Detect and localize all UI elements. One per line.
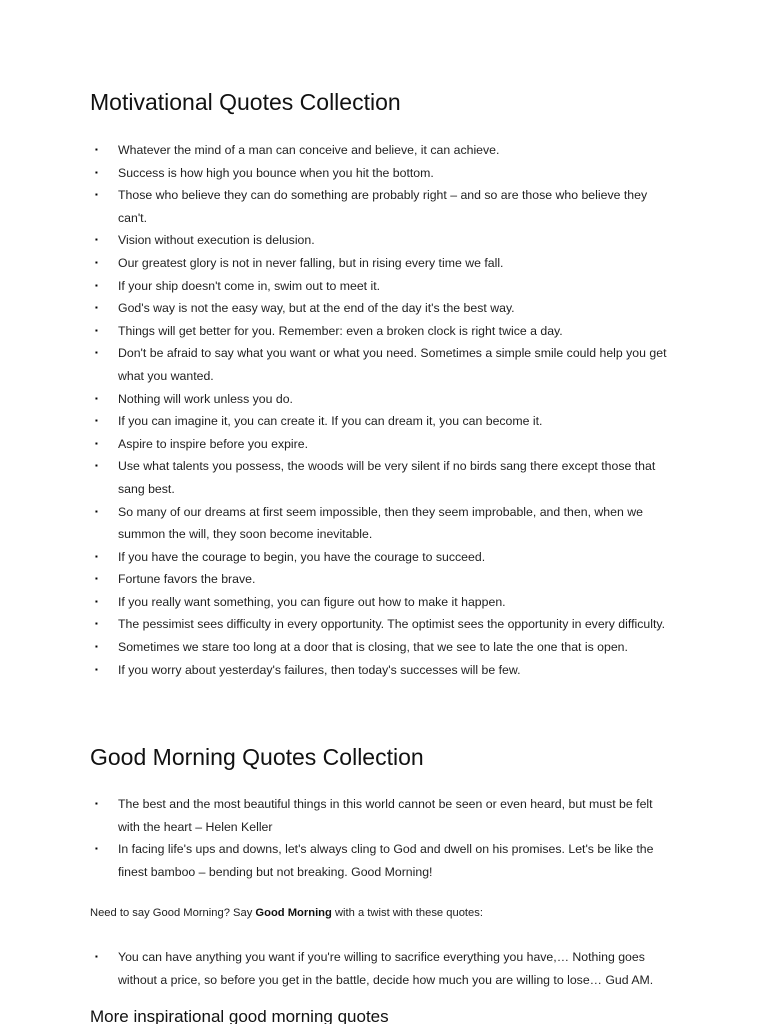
square-bullet-icon: ▪: [95, 952, 98, 961]
quote-text: Success is how high you bounce when you hit the bottom.: [118, 165, 434, 180]
quote-list-item: [90, 591, 676, 614]
square-bullet-icon: ▪: [95, 551, 98, 561]
quote-list-item: [90, 838, 676, 883]
intro-text-lead: Need to say Good Morning? Say: [90, 907, 256, 919]
square-bullet-icon: ▪: [95, 506, 98, 516]
quote-list-item: [90, 342, 676, 387]
square-bullet-icon: ▪: [95, 596, 98, 606]
square-bullet-icon: ▪: [95, 438, 98, 448]
quote-list-item: [90, 546, 676, 569]
quote-list-item: [90, 139, 676, 162]
quote-text: Use what talents you possess, the woods will be very silent if no birds sang there except those that sang best.: [118, 459, 656, 496]
quote-list-item: [90, 252, 676, 275]
more-quotes-heading: More inspirational good morning quotes: [90, 1007, 389, 1024]
quote-list-item: [90, 433, 676, 456]
quote-list-item: [90, 501, 676, 546]
twist-quote-list: [90, 946, 676, 991]
quote-list-item: [90, 455, 676, 500]
quote-text: Nothing will work unless you do.: [118, 391, 293, 406]
square-bullet-icon: ▪: [95, 167, 98, 177]
quote-text: Those who believe they can do something are probably right – and so are those who believe they can't.: [118, 188, 648, 225]
quote-list-item: [90, 636, 676, 659]
quote-list-item: [90, 410, 676, 433]
quote-list-item: [90, 659, 676, 682]
quote-list-item: [90, 793, 676, 838]
quote-text: Aspire to inspire before you expire.: [118, 436, 309, 451]
square-bullet-icon: ▪: [95, 799, 98, 808]
quote-list-item: [90, 946, 676, 991]
quote-list-item: [90, 320, 676, 343]
quote-list-item: [90, 388, 676, 411]
square-bullet-icon: ▪: [95, 574, 98, 584]
square-bullet-icon: ▪: [95, 190, 98, 200]
square-bullet-icon: ▪: [95, 235, 98, 245]
quote-list-item: [90, 162, 676, 185]
good-morning-heading: Good Morning Quotes Collection: [90, 744, 424, 770]
square-bullet-icon: ▪: [95, 664, 98, 674]
square-bullet-icon: ▪: [95, 844, 98, 854]
quote-text: The best and the most beautiful things in this world cannot be seen or even heard, but must be felt with the heart – Helen Keller: [118, 797, 653, 834]
motivational-heading: Motivational Quotes Collection: [90, 89, 401, 115]
quote-text: Our greatest glory is not in never falling, but in rising every time we fall.: [118, 255, 504, 270]
quote-text: Sometimes we stare too long at a door that is closing, that we see to late the one that is open.: [118, 640, 628, 655]
quote-list-item: [90, 297, 676, 320]
quote-text: Things will get better for you. Remember: even a broken clock is right twice a day.: [118, 323, 563, 338]
square-bullet-icon: ▪: [95, 257, 98, 267]
square-bullet-icon: ▪: [95, 619, 98, 629]
square-bullet-icon: ▪: [95, 145, 98, 154]
quote-list-item: [90, 275, 676, 298]
square-bullet-icon: ▪: [95, 461, 98, 471]
quote-text: Vision without execution is delusion.: [118, 233, 315, 248]
quote-text: In facing life's ups and downs, let's always cling to God and dwell on his promises. Let's be like the finest bamboo – bending but not breaking. Good Morning!: [118, 842, 654, 879]
intro-text-tail: with a twist with these quotes:: [331, 907, 483, 919]
square-bullet-icon: ▪: [95, 416, 98, 426]
quote-text: If you worry about yesterday's failures, then today's successes will be few.: [118, 662, 521, 677]
quote-text: If your ship doesn't come in, swim out to meet it.: [118, 278, 381, 293]
quote-list-item: [90, 229, 676, 252]
quote-text: God's way is not the easy way, but at the end of the day it's the best way.: [118, 301, 515, 316]
quote-text: Don't be afraid to say what you want or what you need. Sometimes a simple smile could help you get what you wanted.: [118, 346, 667, 383]
quote-list-item: [90, 568, 676, 591]
square-bullet-icon: ▪: [95, 393, 98, 403]
good-morning-intro-text: [90, 904, 483, 922]
intro-text-bold: Good Morning: [255, 907, 332, 919]
square-bullet-icon: ▪: [95, 642, 98, 652]
square-bullet-icon: ▪: [95, 325, 98, 335]
quote-text: If you can imagine it, you can create it. If you can dream it, you can become it.: [118, 414, 543, 429]
square-bullet-icon: ▪: [95, 348, 98, 358]
quote-list-item: [90, 613, 676, 636]
square-bullet-icon: ▪: [95, 280, 98, 290]
quote-text: Whatever the mind of a man can conceive and believe, it can achieve.: [118, 143, 500, 157]
quote-text: If you really want something, you can figure out how to make it happen.: [118, 594, 506, 609]
quote-text: So many of our dreams at first seem impossible, then they seem improbable, and then, when we summon the will, they soon become inevitable.: [118, 504, 643, 542]
quote-text: The pessimist sees difficulty in every opportunity. The optimist sees the opportunity in every difficulty.: [118, 617, 666, 632]
motivational-quote-list: [90, 139, 676, 681]
square-bullet-icon: ▪: [95, 303, 98, 313]
good-morning-quote-list: [90, 793, 676, 883]
quote-text: If you have the courage to begin, you have the courage to succeed.: [118, 549, 486, 564]
quote-list-item: [90, 184, 676, 229]
quote-text: Fortune favors the brave.: [118, 572, 256, 587]
quote-text: You can have anything you want if you're willing to sacrifice everything you have,… Nothing goes without a price, so before you get in the battle, decide how much you are willing to lose… Gud AM.: [118, 950, 654, 987]
